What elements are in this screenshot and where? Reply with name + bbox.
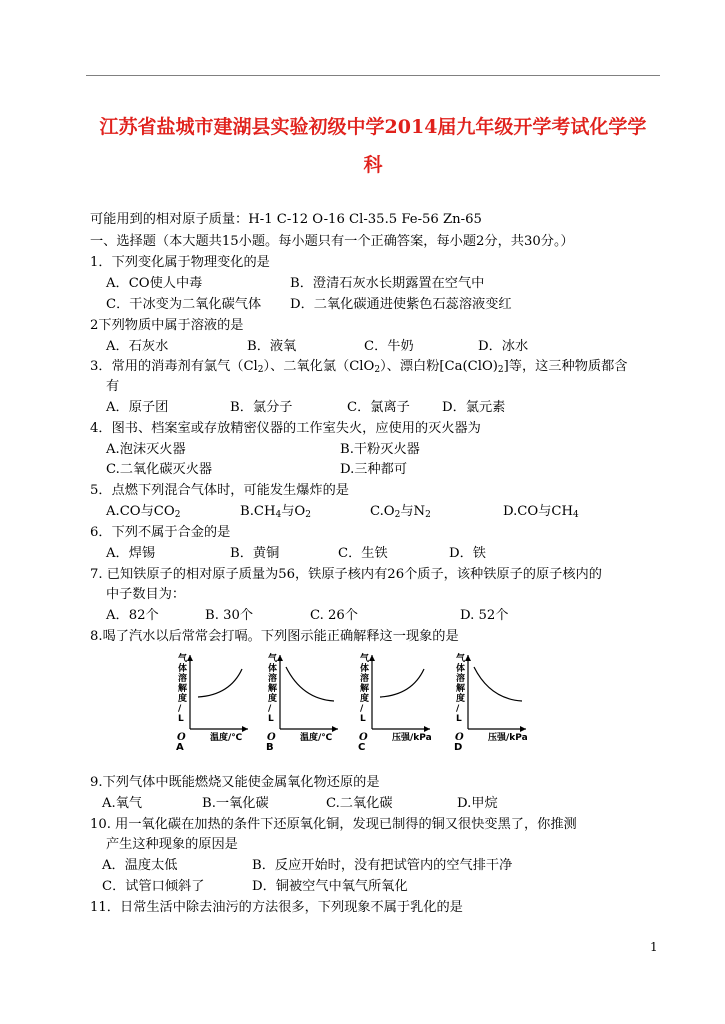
q5-option-c: $C.O_2$与$N_2$ — [370, 504, 431, 520]
graph-letter: C — [358, 742, 366, 753]
graph-svg — [258, 649, 350, 751]
q7-option-d: D. 52个 — [460, 608, 509, 623]
y-axis-arrow — [369, 655, 375, 661]
q10-option-a: A．温度太低 — [102, 858, 178, 873]
q9-option-a: A.氧气 — [102, 796, 143, 811]
section-heading: 一、选择题（本大题共15小题。每小题只有一个正确答案，每小题2分，共30分。） — [90, 234, 574, 249]
q10-stem: 10. 用一氧化碳在加热的条件下还原氧化铜，发现已制得的铜又很快变黑了，你推测 — [90, 817, 577, 832]
q2-option-c: C．牛奶 — [364, 339, 414, 354]
q7-stem: 7. 已知铁原子的相对原子质量为56，铁原子核内有26个质子，该种铁原子的原子核内的 — [90, 567, 602, 582]
x-axis-label: 温度/℃ — [210, 733, 243, 743]
graph-svg — [446, 649, 538, 751]
origin-label: O — [359, 732, 368, 743]
q4-option-d: D.三种都可 — [340, 462, 408, 477]
graph-c — [350, 649, 442, 755]
q6-option-c: C．生铁 — [338, 546, 388, 561]
q5-stem: 5．点燃下列混合气体时，可能发生爆炸的是 — [90, 483, 349, 498]
page-number: 1 — [650, 940, 658, 954]
q1-option-d: D．二氧化碳通进使紫色石蕊溶液变红 — [290, 297, 512, 312]
graph-letter: A — [176, 742, 184, 753]
x-axis-label: 压强/kPa — [392, 733, 432, 743]
q10-stem-cont: 产生这种现象的原因是 — [106, 837, 238, 852]
y-axis-label: 气体溶解度/ L — [360, 654, 370, 724]
graph-letter: B — [266, 742, 274, 753]
q2-stem: 2下列物质中属于溶液的是 — [90, 318, 244, 333]
q3-option-c: C．氯离子 — [347, 400, 410, 415]
x-axis-arrow — [424, 726, 430, 732]
y-axis-label: 气体溶解度/ L — [456, 654, 466, 724]
y-axis-arrow — [187, 655, 193, 661]
series-curve — [286, 667, 334, 701]
q7-stem-cont: 中子数目为： — [106, 587, 186, 602]
q3-option-a: A．原子团 — [106, 400, 169, 415]
q7-option-a: A．82个 — [106, 608, 159, 623]
x-axis-label: 温度/℃ — [300, 733, 333, 743]
q9-option-b: B.一氧化碳 — [202, 796, 269, 811]
x-axis-arrow — [332, 726, 338, 732]
x-axis-label: 压强/kPa — [488, 733, 528, 743]
q6-option-b: B．黄铜 — [230, 546, 280, 561]
y-axis-label: 气体溶解度/ L — [268, 654, 278, 724]
q7-option-b: B. 30个 — [205, 608, 254, 623]
q3-option-b: B．氯分子 — [230, 400, 293, 415]
origin-label: O — [177, 732, 186, 743]
q3-stem-cont: 有 — [106, 379, 120, 394]
x-axis-arrow — [242, 726, 248, 732]
q6-option-d: D．铁 — [449, 546, 486, 561]
graph-svg — [350, 649, 442, 751]
q9-stem: 9.下列气体中既能燃烧又能使金属氧化物还原的是 — [90, 775, 380, 790]
q2-option-d: D．冰水 — [478, 339, 529, 354]
graph-b — [258, 649, 350, 755]
graph-a — [168, 649, 260, 755]
q10-option-b: B．反应开始时，没有把试管内的空气排干净 — [252, 858, 513, 873]
atomic-masses: 可能用到的相对原子质量：H-1 C-12 O-16 Cl-35.5 Fe-56 Zn-65 — [90, 212, 482, 227]
q7-option-c: C. 26个 — [310, 608, 358, 623]
series-curve — [474, 667, 522, 701]
q5-option-a: A.CO与$CO_2$ — [106, 504, 181, 520]
q9-option-d: D.甲烷 — [457, 796, 498, 811]
q10-option-d: D．铜被空气中氧气所氧化 — [252, 879, 408, 894]
q1-option-c: C．干冰变为二氧化碳气体 — [106, 297, 262, 312]
y-axis-label: 气体溶解度/ L — [178, 654, 188, 724]
q1-option-b: B．澄清石灰水长期露置在空气中 — [290, 276, 485, 291]
origin-label: O — [267, 732, 276, 743]
q3-option-d: D．氯元素 — [442, 400, 506, 415]
y-axis-arrow — [277, 655, 283, 661]
q2-option-b: B．液氧 — [247, 339, 297, 354]
graph-letter: D — [454, 742, 463, 753]
series-curve — [198, 669, 242, 697]
q6-stem: 6．下列不属于合金的是 — [90, 525, 231, 540]
page-title-line-2: 科 — [363, 154, 383, 176]
q1-stem: 1．下列变化属于物理变化的是 — [90, 255, 270, 270]
q11-stem: 11．日常生活中除去油污的方法很多，下列现象不属于乳化的是 — [90, 900, 463, 915]
q2-option-a: A．石灰水 — [106, 339, 169, 354]
origin-label: O — [455, 732, 464, 743]
x-axis-arrow — [520, 726, 526, 732]
q4-option-c: C.二氧化碳灭火器 — [106, 462, 213, 477]
q9-option-c: C.二氧化碳 — [326, 796, 393, 811]
q8-stem: 8.喝了汽水以后常常会打嗝。下列图示能正确解释这一现象的是 — [90, 629, 459, 644]
q4-option-a: A.泡沫灭火器 — [106, 442, 186, 457]
y-axis-arrow — [465, 655, 471, 661]
graph-d — [446, 649, 538, 755]
q5-option-d: D.CO与$CH_4$ — [503, 504, 579, 520]
q5-option-b: $B.CH_4$与$O_2$ — [240, 504, 311, 520]
series-curve — [380, 669, 424, 697]
q1-option-a: A．CO使人中毒 — [106, 276, 203, 291]
q10-option-c: C．试管口倾斜了 — [102, 879, 205, 894]
q6-option-a: A．焊锡 — [106, 546, 156, 561]
graph-svg — [168, 649, 260, 751]
q3-stem: 3．常用的消毒剂有氯气$(Cl_2)$、二氧化氯（ClO$_2$）、漂白粉$[Ca(ClO)_2]$等，这三种物质都含 — [90, 359, 628, 375]
q4-stem: 4．图书、档案室或存放精密仪器的工作室失火，应使用的灭火器为 — [90, 421, 481, 436]
page-title-line-1: 江苏省盐城市建湖县实验初级中学2014届九年级开学考试化学学 — [99, 116, 647, 138]
q4-option-b: B.干粉灭火器 — [340, 442, 420, 457]
header-rule — [86, 75, 660, 76]
